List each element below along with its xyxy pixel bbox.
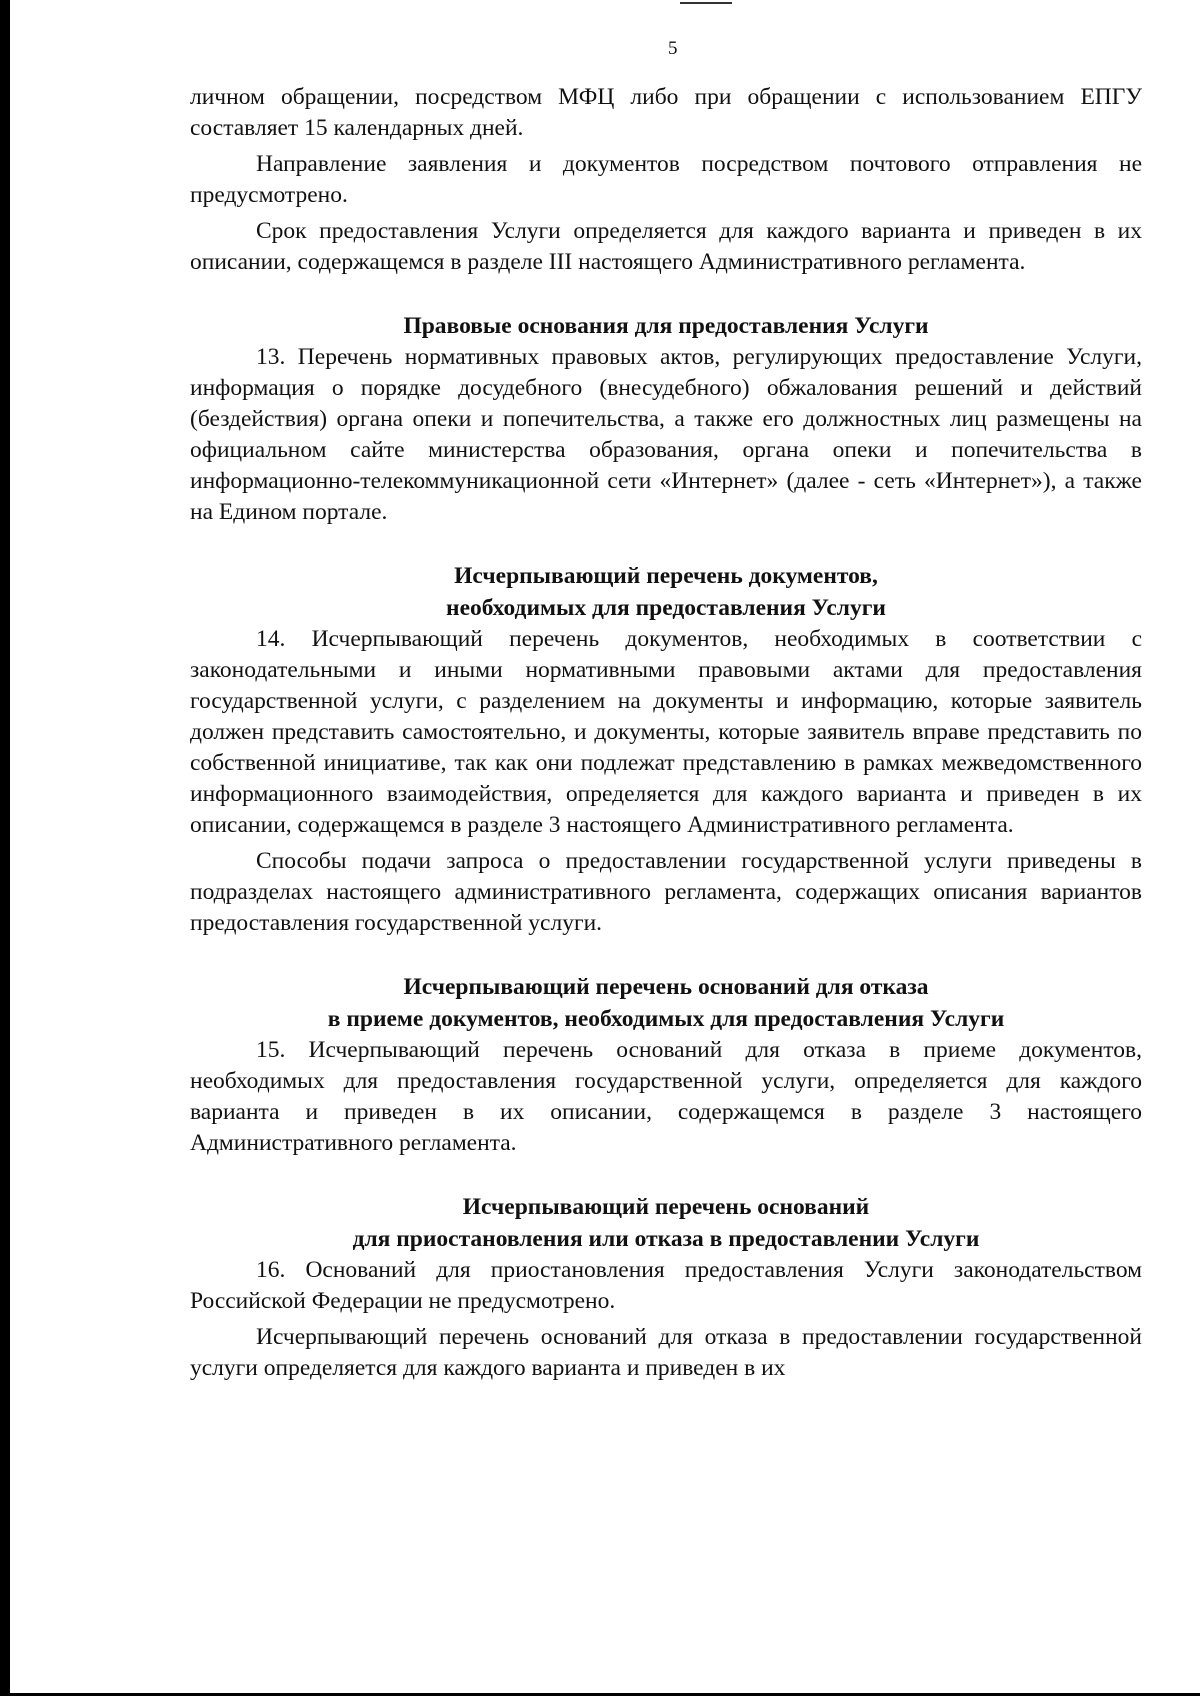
scan-left-border (0, 0, 10, 1696)
paragraph-service-term: Срок предоставления Услуги определяется для каждого варианта и приведен в их описании, содержащемся в разделе III настоящего Административного регламента. (190, 218, 1142, 275)
paragraph-14-documents: 14. Исчерпывающий перечень документов, необходимых в соответствии с законодательными и иными нормативными правовыми актами для предоставления государственной услуги, с разделением на документы и информацию, которые заявитель должен представить самостоятельно, и документы, которые заявитель вправе представить по собственной инициативе, так как они подлежат представлению в рамках межведомственного информационного взаимодействия, определяется для каждого варианта и приведен в их описании, содержащемся в разделе 3 настоящего Административного регламента. (190, 626, 1142, 838)
heading-legal-basis (190, 310, 1142, 342)
paragraph-postal-submission: Направление заявления и документов посредством почтового отправления не предусмотрено. (190, 151, 1142, 208)
page-number: 5 (668, 38, 678, 59)
heading-suspension-grounds-line1: Исчерпывающий перечень оснований (462, 1194, 870, 1220)
paragraph-13-legal-acts: 13. Перечень нормативных правовых актов, регулирующих предоставление Услуги, информация о порядке досудебного (внесудебного) обжалования решений и действий (бездействия) органа опеки и попечительства, а также его должностных лиц размещены на официальном сайте министерства образования, органа опеки и попечительства в информационно-телекоммуникационной сети «Интернет» (далее - сеть «Интернет»), а также на Едином портале. (190, 344, 1142, 525)
scan-top-mark (680, 2, 732, 4)
paragraph-term-continuation: личном обращении, посредством МФЦ либо при обращении с использованием ЕПГУ составляет 15 календарных дней. (190, 84, 1142, 141)
heading-refusal-grounds (190, 971, 1142, 1035)
paragraph-15-refusal: 15. Исчерпывающий перечень оснований для отказа в приеме документов, необходимых для предоставления государственной услуги, определяется для каждого варианта и приведен в их описании, содержащемся в разделе 3 настоящего Административного регламента. (190, 1037, 1142, 1156)
document-body (190, 82, 1142, 1389)
paragraph-refusal-provision: Исчерпывающий перечень оснований для отказа в предоставлении государственной услуги определяется для каждого варианта и приведен в их (190, 1324, 1142, 1381)
heading-refusal-grounds-line2: в приеме документов, необходимых для предоставления Услуги (327, 1006, 1005, 1032)
heading-documents-list-line1: Исчерпывающий перечень документов, (454, 563, 878, 589)
heading-documents-list (190, 560, 1142, 624)
heading-suspension-grounds (190, 1191, 1142, 1255)
heading-refusal-grounds-line1: Исчерпывающий перечень оснований для отказа (403, 974, 929, 1000)
heading-documents-list-line2: необходимых для предоставления Услуги (446, 595, 886, 621)
paragraph-request-methods: Способы подачи запроса о предоставлении государственной услуги приведены в подразделах настоящего административного регламента, содержащих описания вариантов предоставления государственной услуги. (190, 848, 1142, 936)
paragraph-16-suspension: 16. Оснований для приостановления предоставления Услуги законодательством Российской Федерации не предусмотрено. (190, 1257, 1142, 1314)
heading-legal-basis-text: Правовые основания для предоставления Услуги (403, 313, 929, 339)
heading-suspension-grounds-line2: для приостановления или отказа в предоставлении Услуги (352, 1226, 980, 1252)
